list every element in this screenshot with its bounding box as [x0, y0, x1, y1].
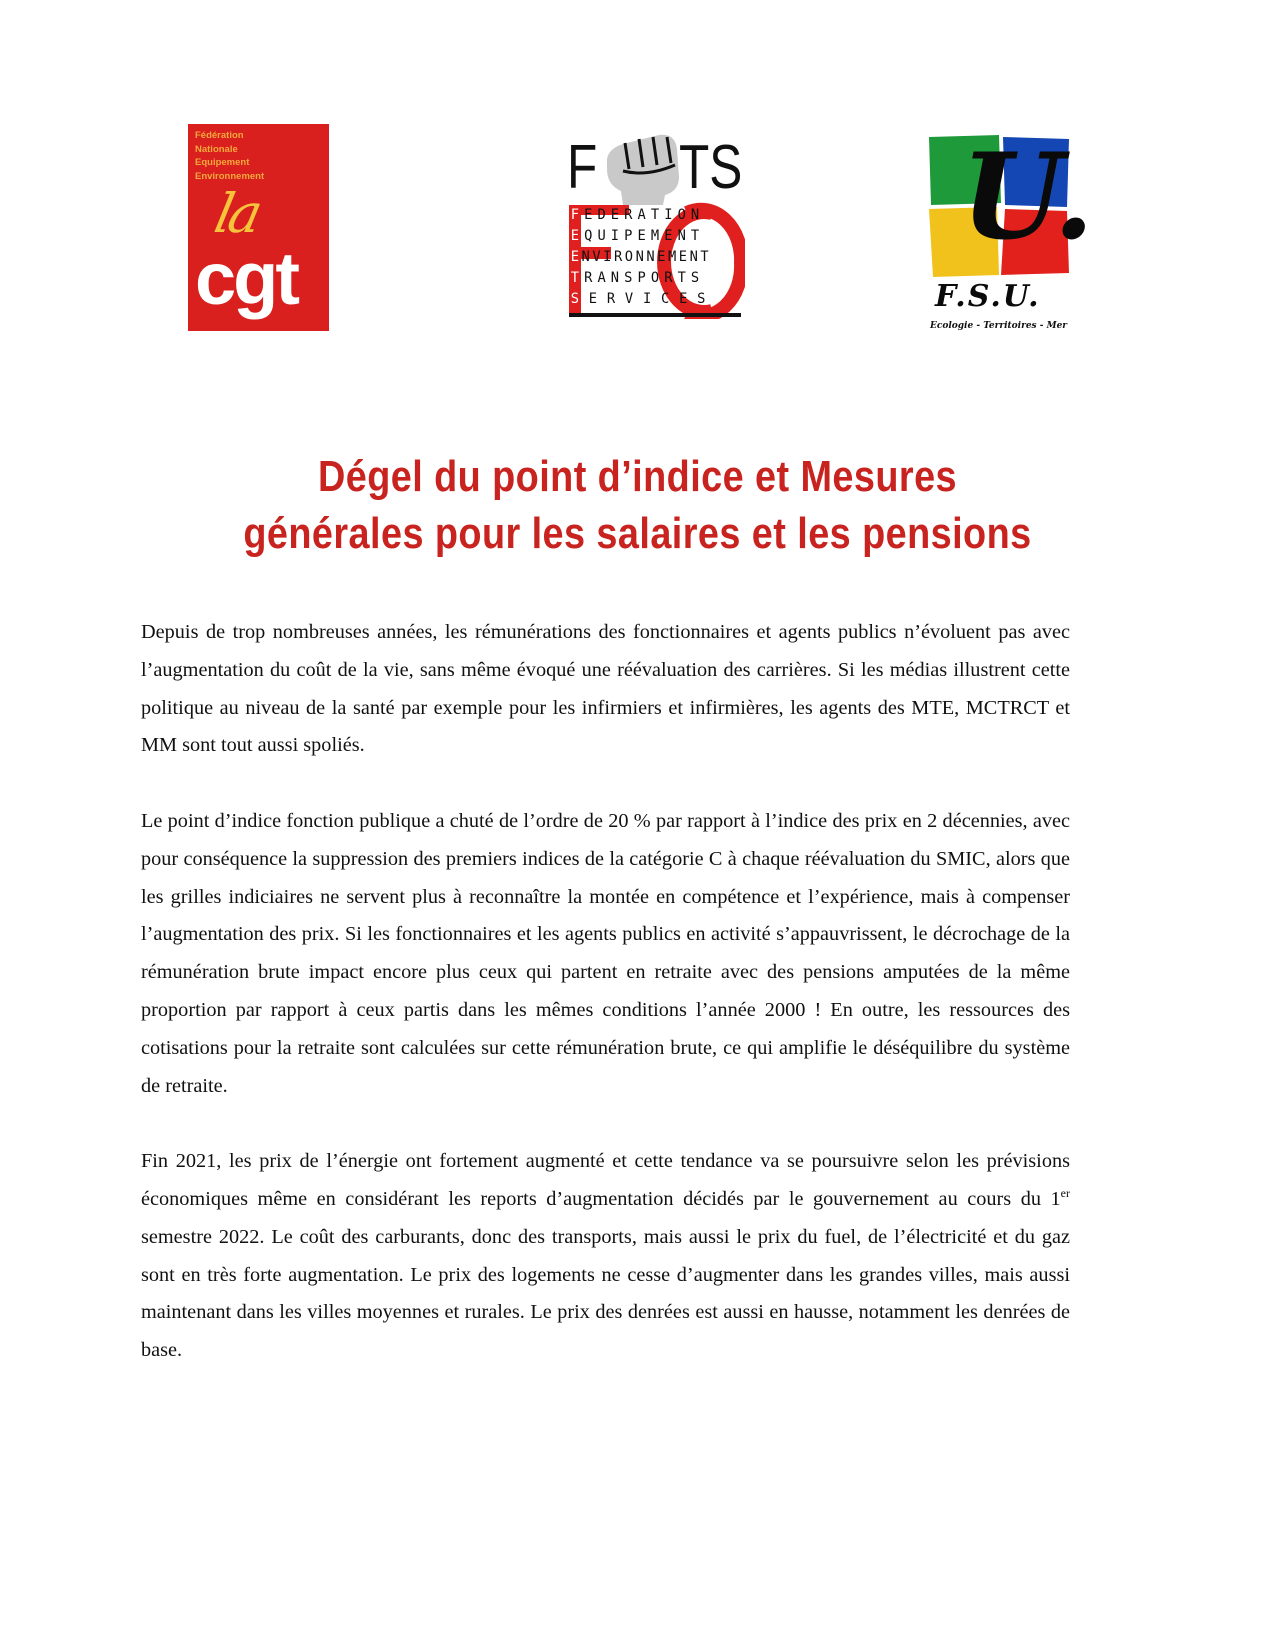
fo-grid-row: [571, 205, 740, 226]
fo-grid-row: [571, 289, 740, 310]
cgt-federation-text: [195, 129, 264, 183]
paragraph-3-part-1: Fin 2021, les prix de l’énergie ont fortement augmenté et cette tendance va se poursuivre selon les prévisions économiques même en considérant les reports d’augmentation décidés par le gouvernement au cours du 1: [141, 1150, 1070, 1210]
fo-grid-rest: RANSPORTS: [584, 270, 705, 286]
fo-grid-row: [571, 226, 740, 247]
fsu-subtitle: Ecologie - Territoires - Mer: [930, 321, 1068, 331]
document-title: [175, 448, 1100, 562]
fo-federation-grid: [569, 205, 741, 313]
paragraph-2: Le point d’indice fonction publique a chuté de l’ordre de 20 % par rapport à l’indice des prix en 2 décennies, avec pour conséquence la suppression des premiers indices de la catégorie C à chaque réévaluation du SMIC, alors que les grilles indiciaires ne servent plus à reconnaître la montée en compétence et l’expérience, mais à compenser l’augmentation des prix. Si les fonctionnaires et les agents publics en activité s’appauvrissent, le décrochage de la rémunération brute impact encore plus ceux qui partent en retraite avec des pensions amputées de la même proportion par rapport à ceux partis dans les mêmes conditions l’année 2000 ! En outre, les ressources des cotisations pour la retraite sont calculées sur cette rémunération brute, ce qui amplifie le déséquilibre du système de retraite.: [141, 809, 1070, 1097]
cgt-line: Equipement: [195, 157, 250, 168]
paragraph-3: [141, 1143, 1070, 1370]
fsu-logo: [925, 127, 1095, 338]
paragraph-3-part-2: semestre 2022. Le coût des carburants, donc des transports, mais aussi le prix du fuel, de l’électricité et du gaz sont en très forte augmentation. Le prix des logements ne cesse d’augmenter dans les grandes villes, mais aussi maintenant dans les villes moyennes et rurales. Le prix des denrées est aussi en hausse, notamment les denrées de base.: [141, 1225, 1070, 1362]
cgt-line: Environnement: [195, 170, 265, 182]
fo-wordmark-right: TS: [679, 133, 743, 202]
document-body: [141, 614, 1070, 1370]
fo-grid-row: [571, 247, 740, 268]
fsu-wordmark: F.S.U.: [935, 279, 1041, 314]
fo-grid-rest: ERVICES: [588, 291, 716, 307]
fo-grid-row: [571, 268, 740, 289]
fo-grid-initial: E: [570, 228, 585, 244]
fo-grid-initial: E: [570, 249, 582, 265]
cgt-line: Nationale: [195, 143, 238, 155]
title-line-1: Dégel du point d’indice et Mesures: [317, 452, 958, 501]
cgt-script-la: la: [209, 182, 265, 245]
cgt-wordmark: cgt: [195, 237, 297, 320]
fo-wordmark-left: F: [567, 133, 598, 202]
fo-grid-initial: F: [570, 207, 585, 223]
fo-grid-initial: T: [570, 270, 585, 286]
fsu-letter-u: U.: [961, 127, 1095, 266]
cgt-logo: [188, 124, 329, 331]
fo-grid-rest: NVIRONNEMENT: [581, 249, 712, 265]
fo-feets-logo: [567, 129, 745, 319]
paragraph-1: Depuis de trop nombreuses années, les rémunérations des fonctionnaires et agents publics n’évoluent pas avec l’augmentation du coût de la vie, sans même évoqué une réévaluation des carrières. Si les médias illustrent cette politique au niveau de la santé par exemple pour les infirmiers et infirmières, les agents des MTE, MCTRCT et MM sont tout aussi spoliés.: [141, 621, 1070, 757]
cgt-line: Fédération: [195, 130, 244, 141]
fo-grid-initial: S: [570, 291, 589, 307]
fo-grid-rest: QUIPEMENT: [584, 228, 705, 244]
fo-grid-rest: EDERATION: [584, 207, 705, 223]
title-line-2: générales pour les salaires et les pensions: [243, 509, 1032, 558]
superscript-er: er: [1060, 1185, 1070, 1200]
